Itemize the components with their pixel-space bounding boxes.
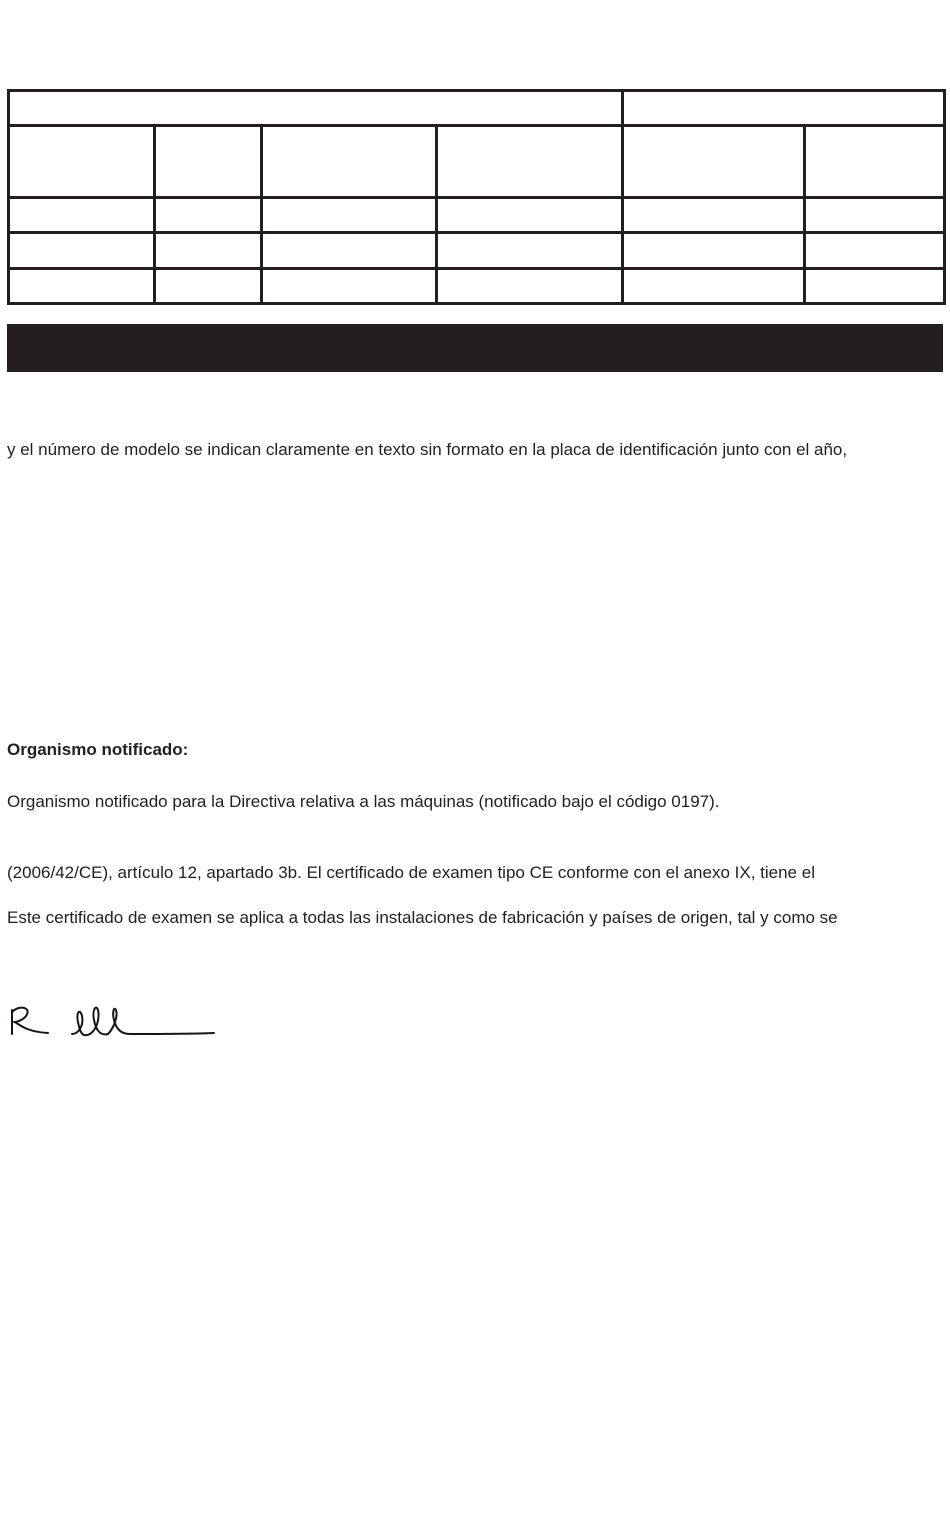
notified-body-text-line: Organismo notificado para la Directiva relativa a las máquinas (notificado bajo el código 0197). xyxy=(7,792,720,811)
table-row xyxy=(9,268,945,303)
table-row xyxy=(9,198,945,233)
table-cell xyxy=(623,198,805,233)
table-cell xyxy=(623,233,805,268)
intro-text-line: y el número de modelo se indican claramente en texto sin formato en la placa de identificación junto con el año, xyxy=(7,440,848,459)
table-cell xyxy=(262,126,437,198)
table-cell xyxy=(262,268,437,303)
table-cell xyxy=(437,198,623,233)
table-row xyxy=(9,233,945,268)
table-cell xyxy=(9,268,155,303)
table-cell xyxy=(262,198,437,233)
article-text-line: (2006/42/CE), artículo 12, apartado 3b. El certificado de examen tipo CE conforme con el anexo IX, tiene el xyxy=(7,863,815,882)
table-cell xyxy=(9,91,623,126)
scope-text-line: Este certificado de examen se aplica a todas las instalaciones de fabricación y países de origen, tal y como se xyxy=(7,908,838,927)
table-cell xyxy=(155,233,262,268)
table-cell xyxy=(805,198,945,233)
empty-grid-table xyxy=(7,89,946,305)
table-cell xyxy=(155,126,262,198)
section-header-bar xyxy=(7,324,943,372)
table-cell xyxy=(623,268,805,303)
notified-body-heading: Organismo notificado: xyxy=(7,740,189,759)
table-cell xyxy=(437,268,623,303)
table-cell xyxy=(437,233,623,268)
table-cell xyxy=(155,198,262,233)
table-cell xyxy=(805,126,945,198)
table-cell xyxy=(262,233,437,268)
table-cell xyxy=(623,126,805,198)
table-cell xyxy=(9,198,155,233)
table-row xyxy=(9,126,945,198)
table-row xyxy=(9,91,945,126)
table-cell xyxy=(623,91,945,126)
table-cell xyxy=(155,268,262,303)
table-cell xyxy=(9,233,155,268)
table-cell xyxy=(9,126,155,198)
table-cell xyxy=(805,268,945,303)
table-cell xyxy=(805,233,945,268)
handwritten-signature xyxy=(8,1000,218,1048)
table-cell xyxy=(437,126,623,198)
